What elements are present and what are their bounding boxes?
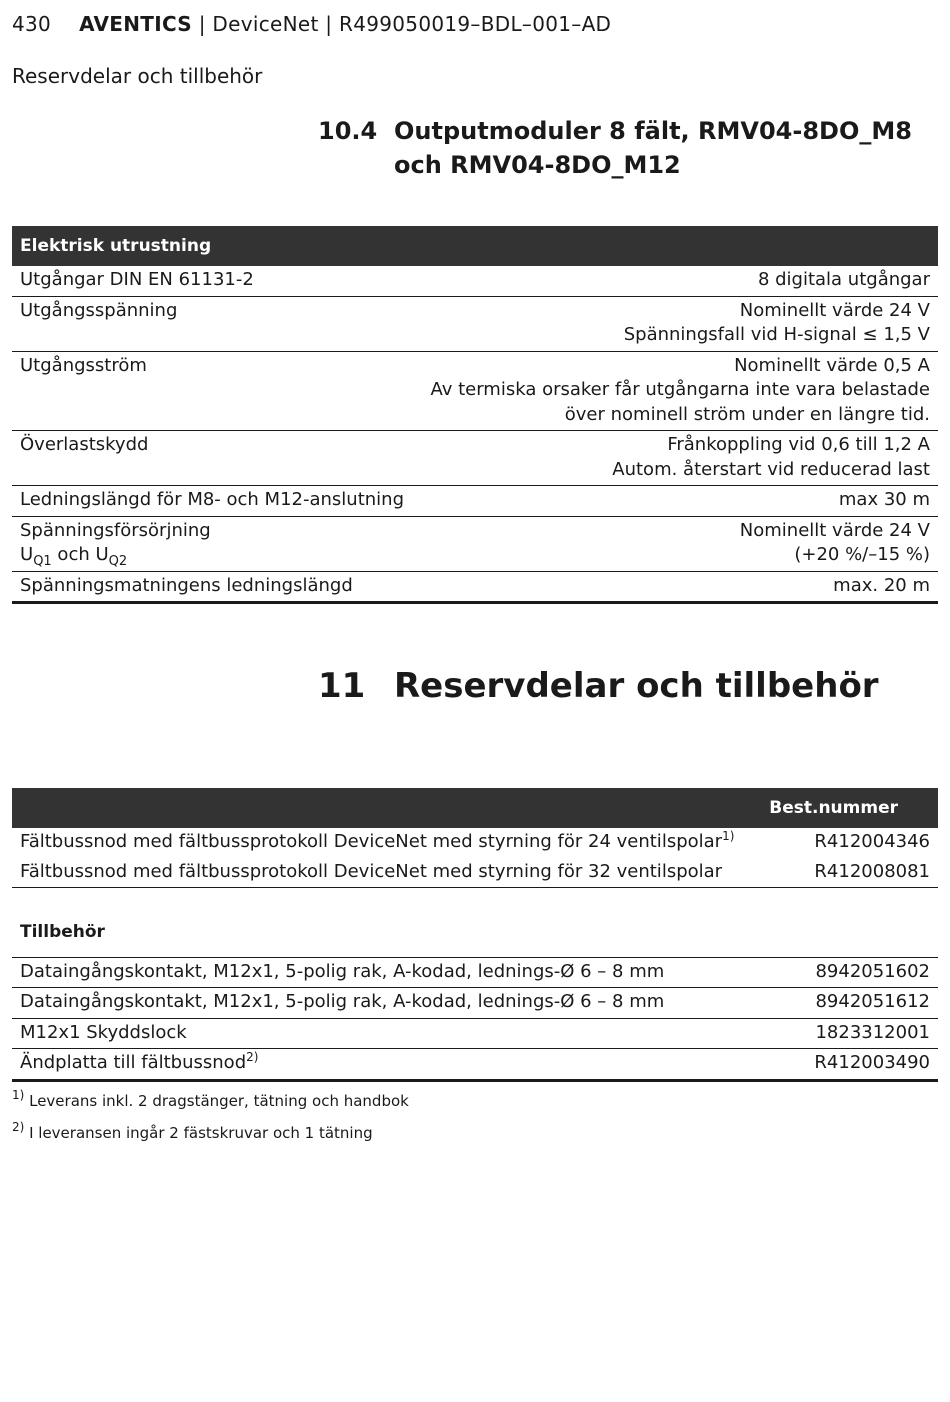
- header-separator: |: [198, 12, 206, 36]
- brand-name: AVENTICS: [79, 12, 193, 36]
- part-description-text: Fältbussnod med fältbussprotokoll DeviceNet med styrning för 24 ventilspolar: [20, 831, 723, 852]
- table-row: [12, 957, 938, 988]
- row-label-text: Utgångsspänning: [20, 299, 178, 321]
- value-line: max 30 m: [838, 489, 930, 510]
- row-label: [12, 486, 417, 517]
- section-title: Outputmoduler 8 fält, RMV04-8DO_M8 och RMV04-8DO_M12: [394, 117, 912, 179]
- footnote-marker: 2): [12, 1120, 25, 1134]
- part-description-text: Ändplatta till fältbussnod: [20, 1052, 247, 1073]
- electrical-equipment-table: [12, 226, 938, 604]
- value-line: Spänningsfall vid H-signal ≤ 1,5 V: [623, 324, 930, 345]
- footnote-marker: 1): [722, 829, 735, 843]
- table-row: [12, 266, 938, 296]
- value-line: över nominell ström under en längre tid.: [564, 403, 930, 425]
- table-row: [12, 431, 938, 486]
- part-description-text: M12x1 Skyddslock: [20, 1021, 187, 1043]
- row-label-text: Spänningsförsörjning: [20, 519, 211, 541]
- part-description: [12, 1018, 758, 1049]
- header-separator: |: [325, 12, 333, 36]
- chapter-heading-11: [318, 666, 879, 706]
- row-label-text: Utgångar DIN EN 61131-2: [20, 269, 254, 290]
- footnote-text: Leverans inkl. 2 dragstänger, tätning och handbok: [24, 1092, 409, 1110]
- row-label-text: Spänningsmatningens ledningslängd: [20, 574, 353, 596]
- chapter-number: 11: [318, 666, 366, 706]
- part-description-text: Dataingångskontakt, M12x1, 5-polig rak, A-kodad, lednings-Ø 6 – 8 mm: [20, 991, 665, 1012]
- row-value: [417, 266, 938, 296]
- part-description: [12, 957, 758, 988]
- footnotes: [12, 1088, 409, 1156]
- order-number: 8942051612: [758, 988, 938, 1019]
- table-row: [12, 351, 938, 431]
- table-row: [12, 988, 938, 1019]
- row-value: [417, 431, 938, 486]
- row-label: [12, 516, 417, 571]
- part-description-text: Dataingångskontakt, M12x1, 5-polig rak, A-kodad, lednings-Ø 6 – 8 mm: [20, 960, 665, 982]
- table-row: [12, 296, 938, 351]
- part-description: [12, 828, 758, 858]
- row-value: [417, 486, 938, 517]
- document-id: R499050019–BDL–001–AD: [339, 12, 612, 36]
- value-line: Autom. återstart vid reducerad last: [612, 458, 930, 480]
- product-name: DeviceNet: [212, 12, 319, 36]
- table-row: [12, 1049, 938, 1081]
- footnote-marker: 1): [12, 1088, 25, 1102]
- row-label-text: Överlastskydd: [20, 434, 149, 455]
- chapter-title: Reservdelar och tillbehör: [394, 666, 879, 706]
- row-label: [12, 431, 417, 486]
- section-number: 10.4: [318, 117, 378, 145]
- part-description: [12, 858, 758, 888]
- value-line: (+20 %/–15 %): [794, 544, 930, 565]
- order-number: R412003490: [758, 1049, 938, 1081]
- value-line: Nominellt värde 0,5 A: [734, 354, 930, 376]
- row-value: [417, 571, 938, 603]
- footnote: [12, 1120, 409, 1156]
- section-heading-10-4: [318, 114, 938, 182]
- table-row: [12, 1018, 938, 1049]
- order-number: 8942051602: [758, 957, 938, 988]
- table-row: [12, 858, 938, 888]
- value-line: Frånkoppling vid 0,6 till 1,2 A: [667, 434, 930, 455]
- value-line: Nominellt värde 24 V: [739, 299, 930, 321]
- order-number: R412004346: [814, 831, 930, 852]
- subscript: Q1: [33, 554, 52, 569]
- footnote-text: I leveransen ingår 2 fästskruvar och 1 tätning: [24, 1124, 373, 1142]
- voltage-symbol: U: [95, 544, 109, 565]
- footnote: [12, 1088, 409, 1124]
- row-label-text: Ledningslängd för M8- och M12-anslutning: [20, 489, 405, 510]
- row-value: [417, 351, 938, 431]
- row-value: [417, 516, 938, 571]
- part-description: [12, 1049, 758, 1081]
- row-label: [12, 571, 417, 603]
- accessories-heading-row: [12, 888, 938, 958]
- running-title: Reservdelar och tillbehör: [12, 64, 263, 88]
- desc-column-header: [12, 788, 758, 828]
- conjunction: och: [51, 544, 96, 565]
- value-line: Av termiska orsaker får utgångarna inte vara belastade: [430, 379, 930, 400]
- row-label-text: Utgångsström: [20, 354, 147, 376]
- value-line: Nominellt värde 24 V: [739, 519, 930, 541]
- table-row: [12, 486, 938, 517]
- table-row: [12, 571, 938, 603]
- row-value: [417, 296, 938, 351]
- spare-parts-table: [12, 788, 938, 1082]
- part-description: [12, 988, 758, 1019]
- part-description-text: Fältbussnod med fältbussprotokoll DeviceNet med styrning för 32 ventilspolar: [20, 860, 723, 882]
- page-header: [12, 12, 611, 36]
- order-number: 1823312001: [758, 1018, 938, 1049]
- order-number-column-header: Best.nummer: [758, 788, 938, 828]
- table-header: Elektrisk utrustning: [12, 226, 938, 266]
- accessories-heading: Tillbehör: [12, 888, 938, 958]
- row-label: [12, 351, 417, 431]
- footnote-marker: 2): [246, 1050, 259, 1064]
- table-row: [12, 516, 938, 571]
- subscript: Q2: [108, 554, 128, 569]
- value-line: max. 20 m: [833, 574, 930, 596]
- table-row: [12, 828, 938, 858]
- voltage-symbol: U: [20, 544, 34, 565]
- row-label: [12, 266, 417, 296]
- row-label: [12, 296, 417, 351]
- value-line: 8 digitala utgångar: [757, 269, 930, 290]
- order-number: R412008081: [758, 858, 938, 888]
- page-number: 430: [12, 12, 52, 36]
